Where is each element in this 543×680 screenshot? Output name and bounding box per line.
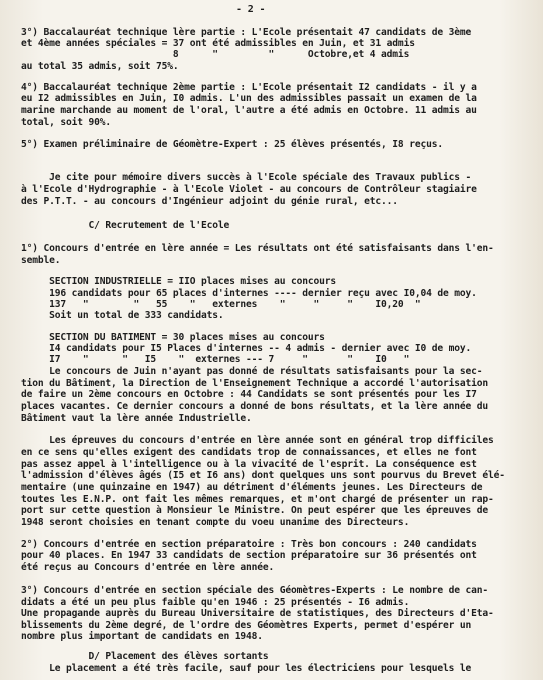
text-line: 4°) Baccalauréat technique 2ème partie : L'Ecole présentait I2 candidats - il y a [21,82,477,93]
text-line: Une propagande auprès du Bureau Universitaire de statistiques, des Directeurs d'Eta- [21,608,494,619]
text-line: Soit un total de 333 candidats. [21,310,224,321]
text-line: de faire un 2ème concours en Octobre : 44 Candidats se sont présentés pour les I7 [21,389,477,400]
text-line: pas assez appel à l'intelligence ou à la vivacité de l'esprit. La conséquence est [21,459,477,470]
text-line: total, soit 90%. [21,117,112,128]
text-line: I7 " " I5 " externes --- 7 " " I0 " [21,354,410,365]
text-line: 8 " " Octobre,et 4 admis [21,49,410,60]
text-line: au total 35 admis, soit 75%. [21,61,179,72]
text-line: Le concours de Juin n'ayant pas donné de résultats satisfaisants pour la sec- [21,366,483,377]
text-line: nombre plus important de candidats en 1948. [21,631,263,642]
text-line: blissements du 2ème degré, de l'ordre des Géomètres Experts, permet d'espérer un [21,620,472,631]
text-line: Bâtiment vaut la lère année Industrielle. [21,413,252,424]
text-line: 5°) Examen préliminaire de Géomètre-Expert : 25 élèves présentés, I8 reçus. [21,139,443,150]
text-line: été reçus au Concours d'entrée en lère année. [21,562,275,573]
text-line: et 4ème années spéciales = 37 ont été admissibles en Juin, et 31 admis [21,38,415,49]
text-line: des P.T.T. - au concours d'Ingénieur adjoint du génie rural, etc... [21,196,398,207]
page-number: - 2 - [236,4,266,15]
text-line: pour 40 places. En 1947 33 candidats de section préparatoire sur 36 présentés ont [21,550,477,561]
text-line: 3°) Concours d'entrée en section spéciale des Géomètres-Experts : Le nombre de can- [21,585,488,596]
text-line: mentaire (une quinzaine en 1947) au détriment d'éléments jeunes. Les Directeurs de [21,482,483,493]
section-heading: D/ Placement des élèves sortants [21,651,269,662]
text-line: SECTION INDUSTRIELLE = IIO places mises au concours [21,276,337,287]
text-line: 1°) Concours d'entrée en lère année = Les résultats ont été satisfaisants dans l'en- [21,243,494,254]
text-line: semble. [21,255,61,266]
text-line: marine marchande au moment de l'oral, l'autre a été admis en Octobre. 11 admis au [21,105,477,116]
text-line: didats a été un peu plus faible qu'en 1946 : 25 présentés - I6 admis. [21,597,410,608]
text-line: eu I2 admissibles en Juin, I0 admis. L'un des admissibles passait un examen de la [21,93,477,104]
text-line: SECTION DU BATIMENT = 30 places mises au concours [21,332,325,343]
text-line: I4 candidats pour I5 Places d'internes -- 4 admis - dernier avec I0 de moy. [21,343,472,354]
text-line: 137 " " 55 " externes " " " I0,20 " [21,299,421,310]
text-line: port sur cette question à Monsieur le Ministre. On peut espérer que les épreuves de [21,505,488,516]
text-line: 196 candidats pour 65 places d'internes ---- dernier reçu avec I0,04 de moy. [21,288,477,299]
text-line: 1948 seront choisies en tenant compte du voeu unanime des Directeurs. [21,517,410,528]
text-line: toutes les E.N.P. ont fait les mêmes remarques, et m'ont chargé de présenter un rap- [21,494,494,505]
text-line: 2°) Concours d'entrée en section préparatoire : Très bon concours : 240 candidats [21,539,477,550]
text-line: tion du Bâtiment, la Direction de l'Enseignement Technique a accordé l'autorisation [21,378,488,389]
text-line: en ce sens qu'elles exigent des candidats trop de connaissances, et elles ne font [21,447,477,458]
text-line: places vacantes. Ce dernier concours a donné de bons résultats, et la lère année du [21,401,488,412]
text-line: 3°) Baccalauréat technique lère partie : L'Ecole présentait 47 candidats de 3ème [21,27,472,38]
text-line: à l'Ecole d'Hydrographie - à l'Ecole Violet - au concours de Contrôleur stagiaire [21,184,477,195]
text-line: Je cite pour mémoire divers succès à l'Ecole spéciale des Travaux publics - [21,172,472,183]
text-line: Le placement a été très facile, sauf pour les électriciens pour lesquels le [21,663,472,674]
text-line: l'admission d'élèves âgés (I5 et I6 ans) dont quelques uns sont pourvus du Brevet élé- [21,470,505,481]
text-line: Les épreuves du concours d'entrée en lère année sont en général trop difficiles [21,435,494,446]
section-heading: C/ Recrutement de l'Ecole [21,220,230,231]
